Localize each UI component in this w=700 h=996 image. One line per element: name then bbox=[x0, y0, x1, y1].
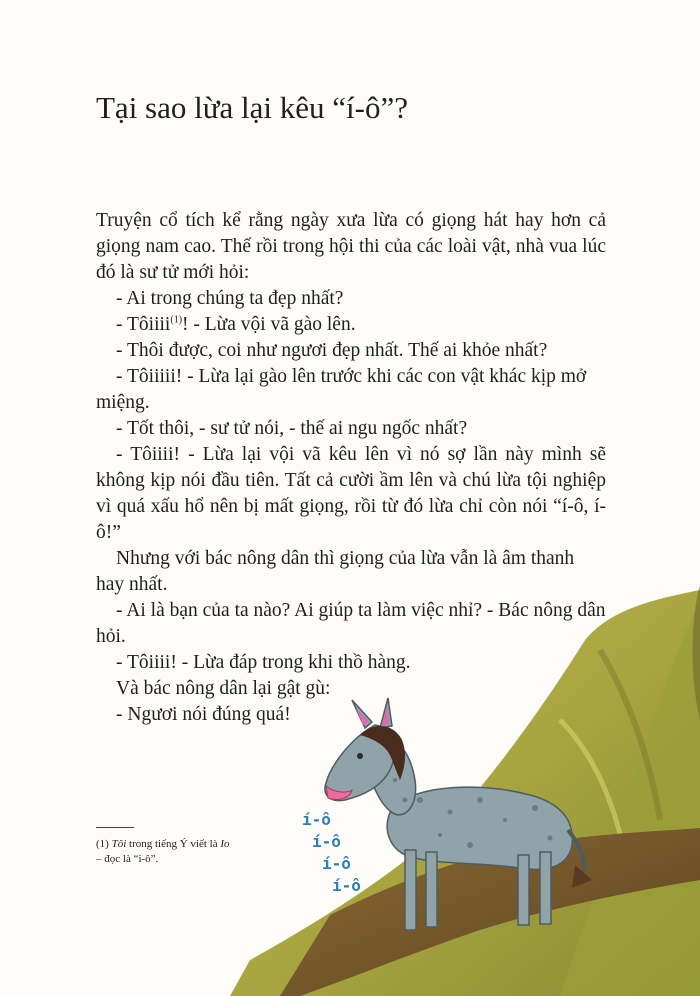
paragraph: - Tôiiiii! - Lừa lại gào lên trước khi các con vật khác kịp mở miệng. bbox=[96, 366, 587, 413]
footnote-text: trong tiếng Ý viết là bbox=[126, 838, 221, 850]
footnote-line bbox=[96, 837, 296, 852]
paragraph: - Tôiiii! - Lừa đáp trong khi thồ hàng. bbox=[116, 652, 411, 673]
footnote-marker: (1) bbox=[170, 314, 183, 326]
page-title: Tại sao lừa lại kêu “í-ô”? bbox=[96, 90, 409, 125]
footnote-word: Io bbox=[220, 838, 230, 850]
paragraph: - Tôiiii! - Lừa lại vội vã kêu lên vì nó sợ lần này mình sẽ không kịp nói đầu tiên. Tất cả cười ầm lên và chú lừa tội nghiệp vì quá xấu hổ nên bị mất giọng, rồi từ đó lừa chỉ còn nói “í-ô, í-ô!” bbox=[96, 444, 606, 543]
paragraph: - Tốt thôi, - sư tử nói, - thế ai ngu ngốc nhất? bbox=[116, 418, 468, 439]
footnote bbox=[96, 837, 296, 867]
paragraph: - Thôi được, coi như ngươi đẹp nhất. Thế ai khỏe nhất? bbox=[116, 340, 548, 361]
paragraph: - Ai là bạn của ta nào? Ai giúp ta làm việc nhỉ? - Bác nông dân hỏi. bbox=[96, 600, 606, 647]
paragraph-text: - Tôiiii bbox=[116, 314, 171, 335]
paragraph-text: ! - Lừa vội vã gào lên. bbox=[182, 314, 356, 335]
bray-text: í-ô bbox=[312, 832, 341, 851]
footnote-word: Tôi bbox=[111, 838, 127, 850]
paragraph: Và bác nông dân lại gật gù: bbox=[116, 678, 331, 699]
footnote-line: – đọc là “i-ô”. bbox=[96, 853, 159, 865]
story-body bbox=[96, 208, 606, 728]
paragraph: Nhưng với bác nông dân thì giọng của lừa vẫn là âm thanh hay nhất. bbox=[96, 548, 575, 595]
paragraph: - Ngươi nói đúng quá! bbox=[116, 704, 291, 725]
bray-text: í-ô bbox=[302, 810, 331, 829]
bray-text: í-ô bbox=[332, 876, 361, 895]
paragraph: - Ai trong chúng ta đẹp nhất? bbox=[116, 288, 344, 309]
footnote-marker: (1) bbox=[96, 838, 109, 850]
paragraph bbox=[96, 312, 606, 338]
paragraph: Truyện cổ tích kể rằng ngày xưa lừa có giọng hát hay hơn cả giọng nam cao. Thế rồi trong hội thi của các loài vật, nhà vua lúc đó là sư tử mới hỏi: bbox=[96, 210, 606, 283]
footnote-divider bbox=[96, 827, 134, 828]
bray-text: í-ô bbox=[322, 854, 351, 873]
